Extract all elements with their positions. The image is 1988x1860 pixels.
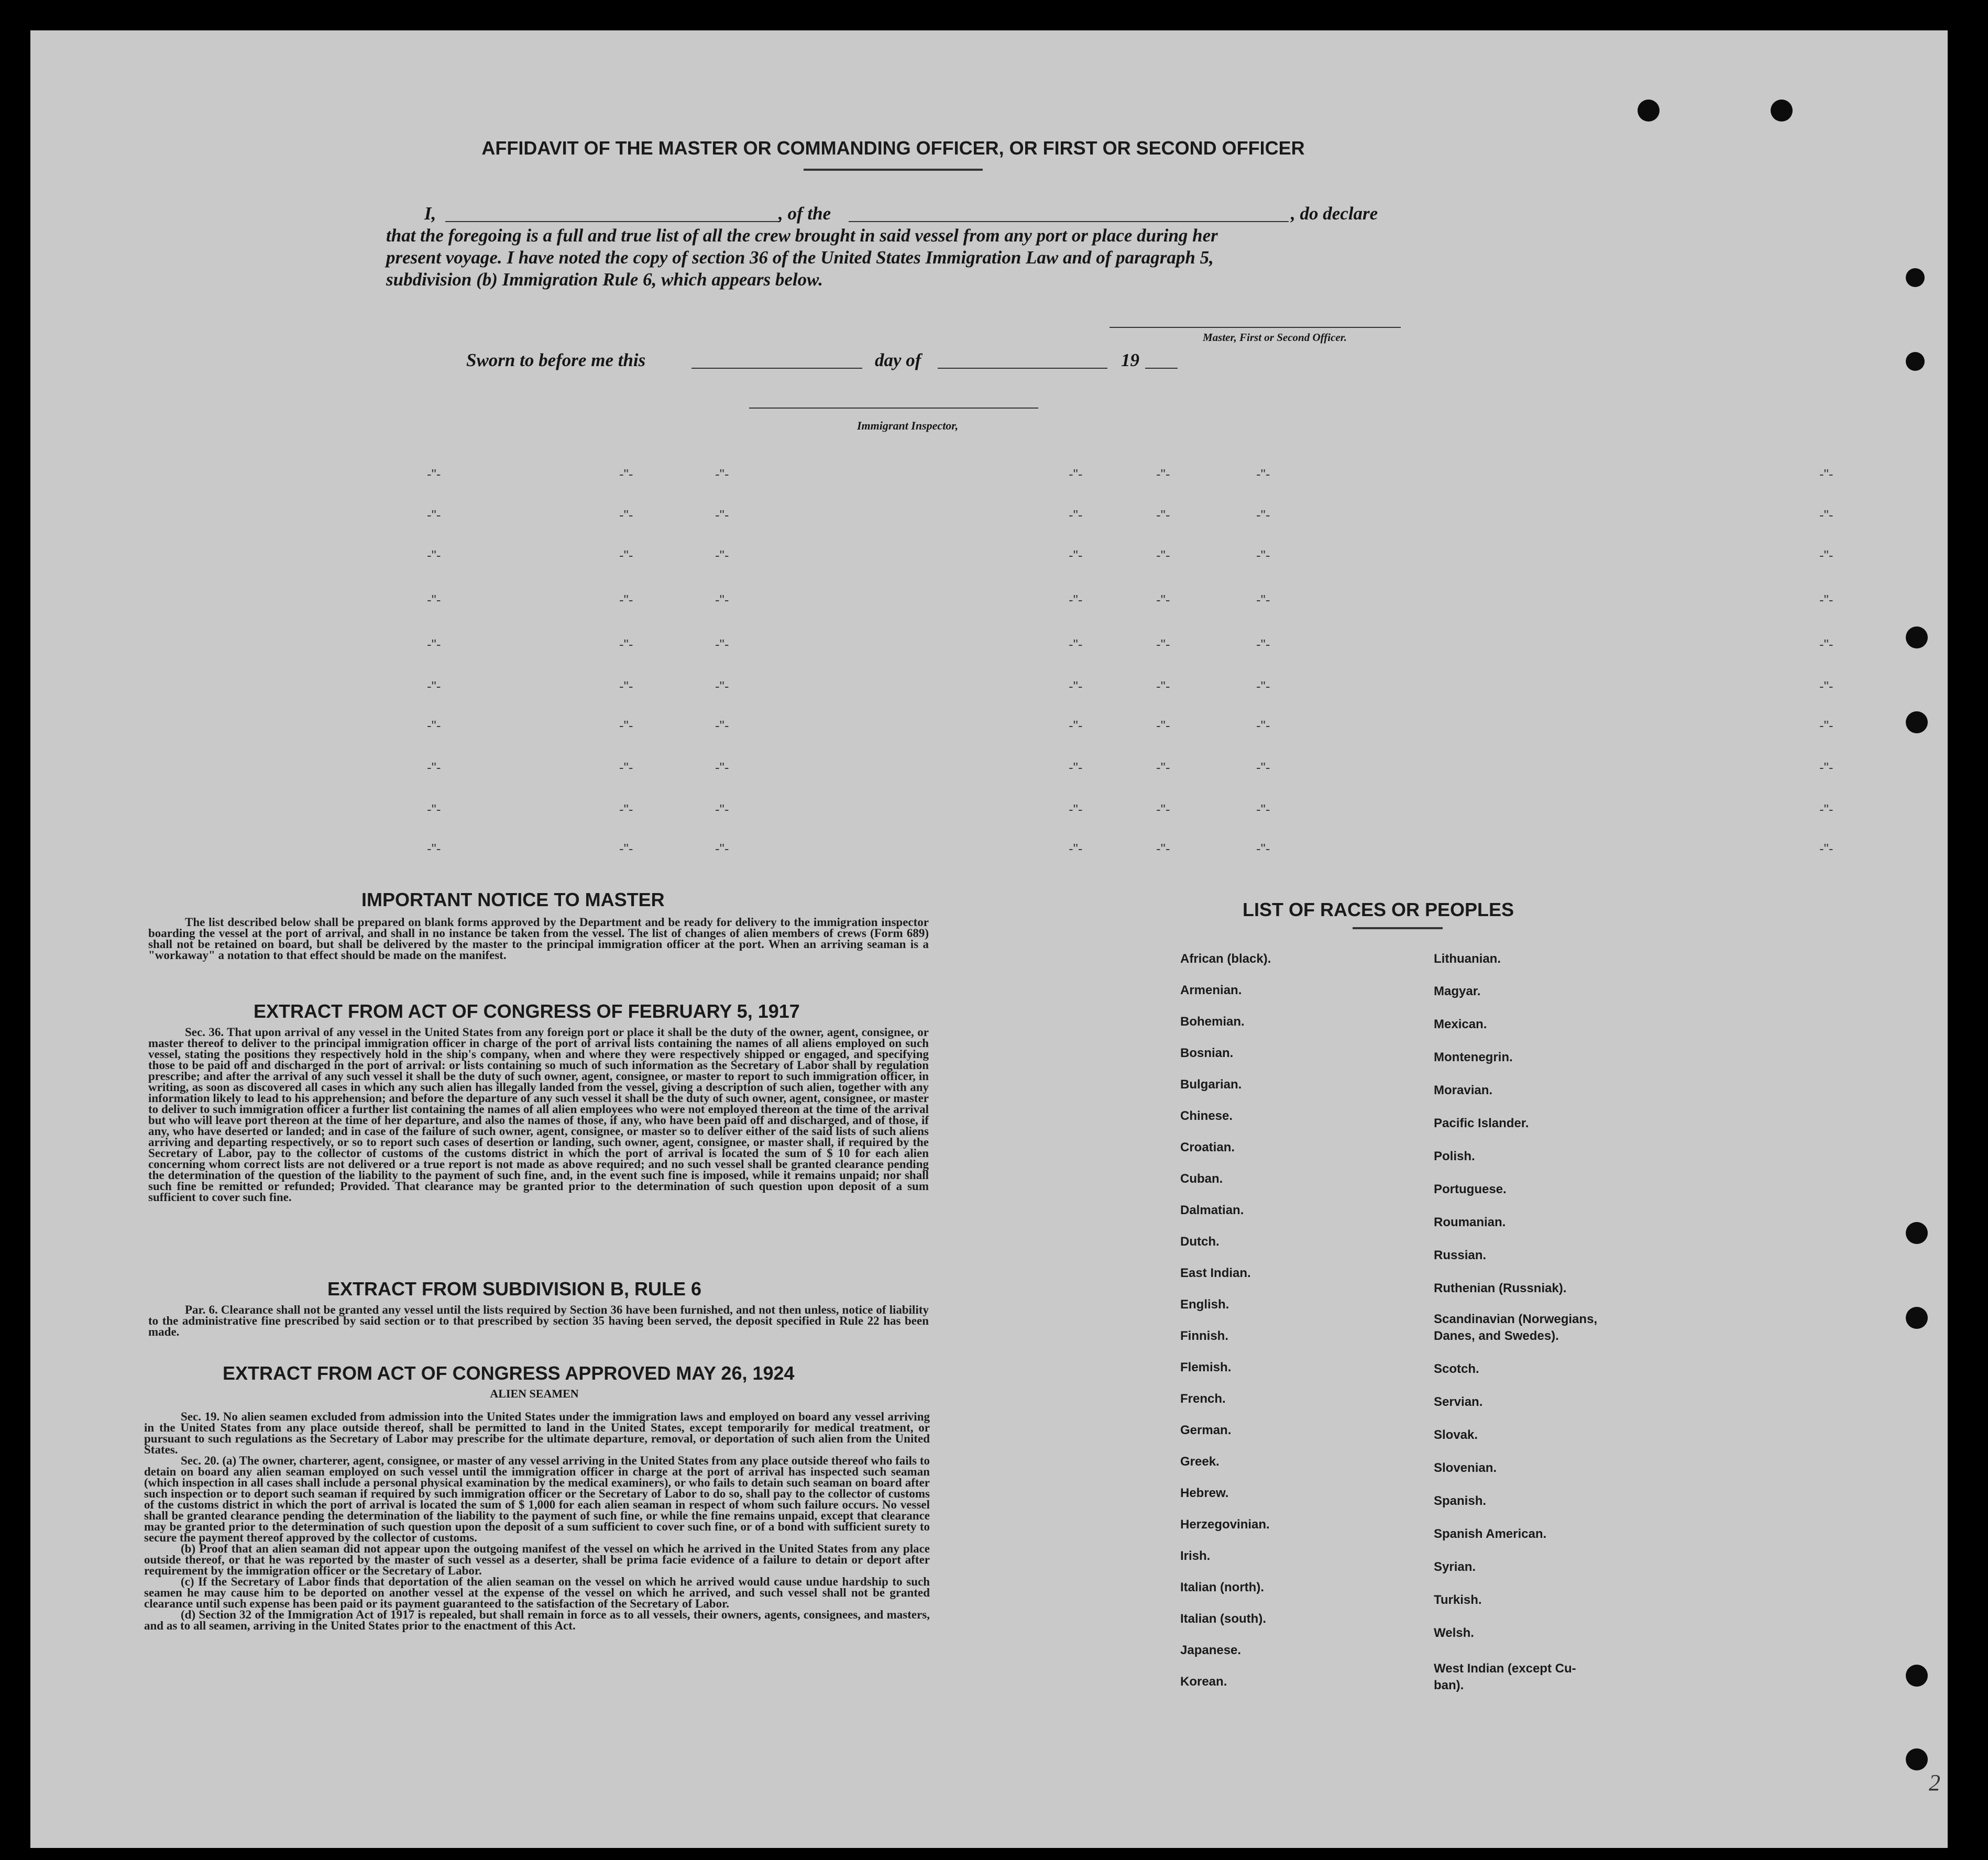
races-heading-rule bbox=[1353, 927, 1443, 929]
ditto-mark: -"- bbox=[1156, 466, 1170, 482]
race-entry: Dalmatian. bbox=[1180, 1203, 1244, 1217]
race-entry: Scandinavian (Norwegians, bbox=[1434, 1312, 1598, 1326]
ditto-mark: -"- bbox=[1819, 547, 1833, 563]
race-entry: German. bbox=[1180, 1423, 1232, 1437]
ditto-mark: -"- bbox=[619, 801, 633, 817]
ditto-mark: -"- bbox=[1256, 592, 1270, 608]
ditto-mark: -"- bbox=[715, 547, 729, 563]
race-entry: Spanish. bbox=[1434, 1494, 1487, 1508]
race-entry: Irish. bbox=[1180, 1549, 1211, 1563]
margin-note: 2 bbox=[1929, 1770, 1940, 1796]
declaration-line-2: that the foregoing is a full and true list of all the crew brought in said vessel from any port or place during her bbox=[386, 225, 1218, 246]
ditto-mark: -"- bbox=[1069, 678, 1083, 694]
declaration-line-4: subdivision (b) Immigration Rule 6, which appears below. bbox=[386, 269, 823, 290]
ditto-mark: -"- bbox=[619, 760, 633, 775]
punch-hole bbox=[1906, 1748, 1928, 1770]
punch-hole bbox=[1638, 100, 1660, 122]
day-blank[interactable] bbox=[691, 368, 862, 369]
ditto-mark: -"- bbox=[427, 592, 441, 608]
heading-rule bbox=[804, 169, 983, 171]
ditto-mark: -"- bbox=[715, 466, 729, 482]
race-entry: Italian (south). bbox=[1180, 1612, 1266, 1626]
vessel-blank[interactable] bbox=[849, 221, 1289, 222]
punch-hole bbox=[1906, 626, 1928, 648]
ditto-mark: -"- bbox=[619, 466, 633, 482]
ditto-mark: -"- bbox=[1156, 592, 1170, 608]
ditto-mark: -"- bbox=[427, 801, 441, 817]
sworn-label: Sworn to before me this bbox=[466, 350, 646, 370]
punch-hole bbox=[1906, 1222, 1928, 1244]
extract-1917-body bbox=[148, 1027, 929, 1203]
ditto-mark: -"- bbox=[427, 636, 441, 652]
ditto-mark: -"- bbox=[1156, 636, 1170, 652]
ditto-mark: -"- bbox=[1256, 466, 1270, 482]
ditto-mark: -"- bbox=[427, 507, 441, 523]
race-entry: West Indian (except Cu- bbox=[1434, 1661, 1576, 1676]
race-entry: Finnish. bbox=[1180, 1329, 1228, 1343]
extract-1924-body bbox=[144, 1411, 930, 1631]
ditto-mark: -"- bbox=[1156, 678, 1170, 694]
ditto-mark: -"- bbox=[715, 636, 729, 652]
ditto-mark: -"- bbox=[1819, 592, 1833, 608]
ditto-mark: -"- bbox=[1256, 636, 1270, 652]
race-entry: Syrian. bbox=[1434, 1560, 1476, 1574]
race-entry: African (black). bbox=[1180, 952, 1271, 966]
alien-seamen-subheading: ALIEN SEAMEN bbox=[490, 1387, 579, 1400]
ditto-mark: -"- bbox=[715, 718, 729, 733]
ditto-mark: -"- bbox=[715, 592, 729, 608]
declaration-i: I, bbox=[424, 203, 436, 224]
year-blank[interactable] bbox=[1145, 368, 1178, 369]
race-entry: Slovak. bbox=[1434, 1428, 1478, 1442]
race-entry: Flemish. bbox=[1180, 1360, 1232, 1374]
ditto-mark: -"- bbox=[1069, 718, 1083, 733]
ditto-mark: -"- bbox=[619, 841, 633, 856]
ditto-mark: -"- bbox=[427, 466, 441, 482]
ditto-mark: -"- bbox=[1256, 718, 1270, 733]
ditto-mark: -"- bbox=[1256, 547, 1270, 563]
section-20d-paragraph: (d) Section 32 of the Immigration Act of 1917 is repealed, but shall remain in force as to all vessels, their owners, agents, consignees, and masters, and as to all seamen, arriving in the United States prior to the enactment of this Act. bbox=[144, 1608, 930, 1632]
ditto-mark: -"- bbox=[619, 507, 633, 523]
race-entry: Roumanian. bbox=[1434, 1215, 1506, 1229]
race-entry: East Indian. bbox=[1180, 1266, 1251, 1280]
ditto-mark: -"- bbox=[427, 841, 441, 856]
ditto-mark: -"- bbox=[1156, 841, 1170, 856]
race-entry: Cuban. bbox=[1180, 1172, 1223, 1186]
punch-hole bbox=[1906, 711, 1928, 733]
day-of-label: day of bbox=[875, 350, 921, 370]
race-entry: Hebrew. bbox=[1180, 1486, 1229, 1500]
ditto-mark: -"- bbox=[619, 718, 633, 733]
race-entry: Ruthenian (Russniak). bbox=[1434, 1281, 1567, 1295]
ditto-mark: -"- bbox=[1819, 636, 1833, 652]
race-entry: Turkish. bbox=[1434, 1593, 1482, 1607]
declaration-line-3: present voyage. I have noted the copy of section 36 of the United States Immigration Law and of paragraph 5, bbox=[386, 247, 1214, 268]
race-entry: Montenegrin. bbox=[1434, 1050, 1513, 1064]
punch-hole bbox=[1906, 1665, 1928, 1687]
inspector-blank[interactable] bbox=[749, 408, 1038, 409]
race-entry: Japanese. bbox=[1180, 1643, 1242, 1657]
section-19-paragraph: Sec. 19. No alien seamen excluded from admission into the United States under the immigration laws and employed on board any vessel arriving in the United States from any place outside thereof, shall be permitted to land in the United States, except temporarily for medical treatment, or pursuant to such regulations as the Secretary of Labor may prescribe for the ultimate departure, removal, or deportation of such alien from the United States. bbox=[144, 1410, 930, 1456]
ditto-mark: -"- bbox=[1819, 466, 1833, 482]
race-entry: Servian. bbox=[1434, 1395, 1483, 1409]
ditto-mark: -"- bbox=[1069, 547, 1083, 563]
subdivision-b-heading: EXTRACT FROM SUBDIVISION B, RULE 6 bbox=[327, 1278, 702, 1300]
paragraph-6: Par. 6. Clearance shall not be granted any vessel until the lists required by Section 36 have been furnished, and not then unless, notice of liability to the administrative fine prescribed by said section or to that prescribed by section 35 having been served, the deposit specified in Rule 22 has been made. bbox=[148, 1303, 929, 1338]
ditto-mark: -"- bbox=[1156, 801, 1170, 817]
ditto-mark: -"- bbox=[1256, 760, 1270, 775]
punch-hole bbox=[1771, 100, 1793, 122]
notice-paragraph: The list described below shall be prepared on blank forms approved by the Department and be ready for delivery to the immigration inspector boarding the vessel at the port of arrival, and shall in no instance be taken from the vessel. The list of changes of alien members of crews (Form 689) shall not be retained on board, but shall be delivered by the master to the principal immigration officer at the port. When an arriving seaman is a "workaway" a notation to that effect should be made on the manifest. bbox=[148, 916, 929, 962]
ditto-mark: -"- bbox=[1256, 507, 1270, 523]
ditto-mark: -"- bbox=[1156, 718, 1170, 733]
ditto-mark: -"- bbox=[1069, 592, 1083, 608]
race-entry: Armenian. bbox=[1180, 983, 1242, 997]
race-entry: Scotch. bbox=[1434, 1362, 1479, 1376]
race-entry: Chinese. bbox=[1180, 1109, 1233, 1123]
ditto-mark: -"- bbox=[1156, 760, 1170, 775]
race-entry: Danes, and Swedes). bbox=[1434, 1329, 1559, 1343]
race-entry: Bulgarian. bbox=[1180, 1077, 1242, 1092]
ditto-mark: -"- bbox=[1819, 678, 1833, 694]
ditto-mark: -"- bbox=[1819, 760, 1833, 775]
ditto-mark: -"- bbox=[619, 678, 633, 694]
ditto-mark: -"- bbox=[715, 678, 729, 694]
declaration-declare: , do declare bbox=[1291, 203, 1378, 224]
punch-hole bbox=[1906, 268, 1925, 287]
race-entry: ban). bbox=[1434, 1678, 1464, 1692]
affidavit-heading: AFFIDAVIT OF THE MASTER OR COMMANDING OFFICER, OR FIRST OR SECOND OFFICER bbox=[481, 137, 1305, 159]
race-entry: Moravian. bbox=[1434, 1083, 1493, 1097]
race-entry: Bohemian. bbox=[1180, 1015, 1245, 1029]
ditto-mark: -"- bbox=[1256, 678, 1270, 694]
name-blank[interactable] bbox=[445, 221, 781, 222]
race-entry: Welsh. bbox=[1434, 1626, 1474, 1640]
race-entry: Dutch. bbox=[1180, 1235, 1220, 1249]
ditto-mark: -"- bbox=[1069, 841, 1083, 856]
ditto-mark: -"- bbox=[715, 507, 729, 523]
ditto-mark: -"- bbox=[715, 760, 729, 775]
race-entry: Slovenian. bbox=[1434, 1461, 1497, 1475]
extract-1924-heading: EXTRACT FROM ACT OF CONGRESS APPROVED MAY 26, 1924 bbox=[223, 1362, 795, 1384]
race-entry: Pacific Islander. bbox=[1434, 1116, 1529, 1130]
ditto-mark: -"- bbox=[1156, 547, 1170, 563]
ditto-mark: -"- bbox=[1069, 636, 1083, 652]
inspector-caption: Immigrant Inspector, bbox=[857, 419, 959, 432]
ditto-mark: -"- bbox=[1819, 507, 1833, 523]
extract-1917-heading: EXTRACT FROM ACT OF CONGRESS OF FEBRUARY 5, 1917 bbox=[254, 1000, 800, 1022]
signature-caption: Master, First or Second Officer. bbox=[1203, 331, 1347, 344]
race-entry: Polish. bbox=[1434, 1149, 1475, 1163]
ditto-mark: -"- bbox=[1819, 718, 1833, 733]
race-entry: Croatian. bbox=[1180, 1140, 1235, 1154]
race-entry: Italian (north). bbox=[1180, 1580, 1264, 1594]
punch-hole bbox=[1906, 352, 1925, 371]
race-entry: Greek. bbox=[1180, 1455, 1220, 1469]
ditto-mark: -"- bbox=[1069, 760, 1083, 775]
ditto-mark: -"- bbox=[427, 718, 441, 733]
ditto-mark: -"- bbox=[715, 841, 729, 856]
ditto-mark: -"- bbox=[1069, 801, 1083, 817]
section-20a-paragraph: Sec. 20. (a) The owner, charterer, agent, consignee, or master of any vessel arriving in the United States from any place outside thereof who fails to detain on board any alien seaman employed on such vessel until the immigration officer in charge at the port of arrival has inspected such seaman (which inspection in all cases shall include a personal physical examination by the medical examiners), or who fails to detain such seaman on board after such inspection or to deport such seaman if required by such immigration officer or the Secretary of Labor to do so, shall pay to the collector of customs of the customs district in which the port of arrival is located the sum of $ 1,000 for each alien seaman in respect of whom such failure occurs. No vessel shall be granted clearance pending the determination of the liability to the payment of such fine, or while the fine remains unpaid, except that clearance may be granted prior to the determination of such question upon the deposit of a sum sufficient to cover such fine, or of a bond with sufficient surety to secure the payment thereof approved by the collector of customs. bbox=[144, 1454, 930, 1544]
race-entry: Herzegovinian. bbox=[1180, 1517, 1270, 1532]
race-entry: Russian. bbox=[1434, 1248, 1487, 1262]
year-label: 19 bbox=[1121, 350, 1139, 370]
ditto-mark: -"- bbox=[1819, 801, 1833, 817]
race-entry: English. bbox=[1180, 1297, 1229, 1312]
races-heading: LIST OF RACES OR PEOPLES bbox=[1243, 899, 1514, 920]
race-entry: Mexican. bbox=[1434, 1017, 1487, 1031]
signature-blank[interactable] bbox=[1110, 327, 1401, 328]
ditto-mark: -"- bbox=[427, 547, 441, 563]
ditto-mark: -"- bbox=[1819, 841, 1833, 856]
ditto-mark: -"- bbox=[619, 547, 633, 563]
ditto-mark: -"- bbox=[1256, 801, 1270, 817]
ditto-mark: -"- bbox=[715, 801, 729, 817]
section-20c-paragraph: (c) If the Secretary of Labor finds that deportation of the alien seaman on the vessel on which he arrived would cause undue hardship to such seamen he may cause him to be deported on another vessel at the expense of the vessel on which he arrived, and such vessel shall not be granted clearance until such expense has been paid or its payment guaranteed to the satisfaction of the Secretary of Labor. bbox=[144, 1575, 930, 1610]
race-entry: Portuguese. bbox=[1434, 1182, 1507, 1196]
ditto-mark: -"- bbox=[619, 636, 633, 652]
punch-hole bbox=[1906, 1307, 1928, 1329]
race-entry: Korean. bbox=[1180, 1675, 1227, 1689]
declaration-of-the: , of the bbox=[778, 203, 831, 224]
ditto-mark: -"- bbox=[619, 592, 633, 608]
race-entry: Magyar. bbox=[1434, 984, 1481, 998]
notice-body bbox=[148, 917, 929, 961]
ditto-mark: -"- bbox=[1156, 507, 1170, 523]
section-20b-paragraph: (b) Proof that an alien seaman did not appear upon the outgoing manifest of the vessel on which he arrived in the United States from any place outside thereof, or that he was reported by the master of such vessel as a deserter, shall be prima facie evidence of a failure to detain or deport after requirement by the immigration officer or the Secretary of Labor. bbox=[144, 1542, 930, 1577]
month-blank[interactable] bbox=[938, 368, 1107, 369]
race-entry: Bosnian. bbox=[1180, 1046, 1234, 1060]
ditto-mark: -"- bbox=[427, 678, 441, 694]
notice-heading: IMPORTANT NOTICE TO MASTER bbox=[361, 889, 665, 910]
race-entry: Lithuanian. bbox=[1434, 952, 1501, 966]
subdivision-b-body bbox=[148, 1304, 929, 1337]
section-36-paragraph: Sec. 36. That upon arrival of any vessel in the United States from any foreign port or place it shall be the duty of the owner, agent, consignee, or master thereof to deliver to the principal immigration officer in charge of the port of arrival lists containing the names of all aliens employed on such vessel, stating the positions they respectively hold in the ship's company, when and where they were respectively shipped or engaged, and specifying those to be paid off and discharged in the port of arrival: or lists containing so much of such information as the Secretary of Labor shall by regulation prescribe; and after the arrival of any such vessel it shall be the duty of such owner, agent, consignee, or master to report to such immigration officer, in writing, as soon as discovered all cases in which any such alien has illegally landed from the vessel, giving a description of such alien, together with any information likely to lead to his apprehension; and before the departure of any such vessel it shall be the duty of such owner, agent, consignee, or master to deliver to such immigration officer a further list containing the names of all alien employees who were not employed thereon at the time of the arrival but who will leave port thereon at the time of her departure, and also the names of those, if any, who have been paid off and discharged, and of those, if any, who have deserted or landed; and in case of the failure of such owner, agent, consignee, or master so to deliver either of the said lists of such aliens arriving and departing respectively, or so to report such cases of desertion or landing, such owner, agent, consignee, or master shall, if required by the Secretary of Labor, pay to the collector of customs of the customs district in which the port of arrival is located the sum of $ 10 for each alien concerning whom correct lists are not delivered or a true report is not made as above required; and no such vessel shall be granted clearance pending the determination of the question of the liability to the payment of such fine, and, in the event such fine is imposed, while it remains unpaid; nor shall such fine be remitted or refunded; Provided. That clearance may be granted prior to the determination of such question upon deposit of a sum sufficient to cover such fine. bbox=[148, 1026, 929, 1204]
ditto-mark: -"- bbox=[1256, 841, 1270, 856]
ditto-mark: -"- bbox=[1069, 507, 1083, 523]
race-entry: Spanish American. bbox=[1434, 1527, 1547, 1541]
ditto-mark: -"- bbox=[1069, 466, 1083, 482]
race-entry: French. bbox=[1180, 1392, 1226, 1406]
ditto-mark: -"- bbox=[427, 760, 441, 775]
